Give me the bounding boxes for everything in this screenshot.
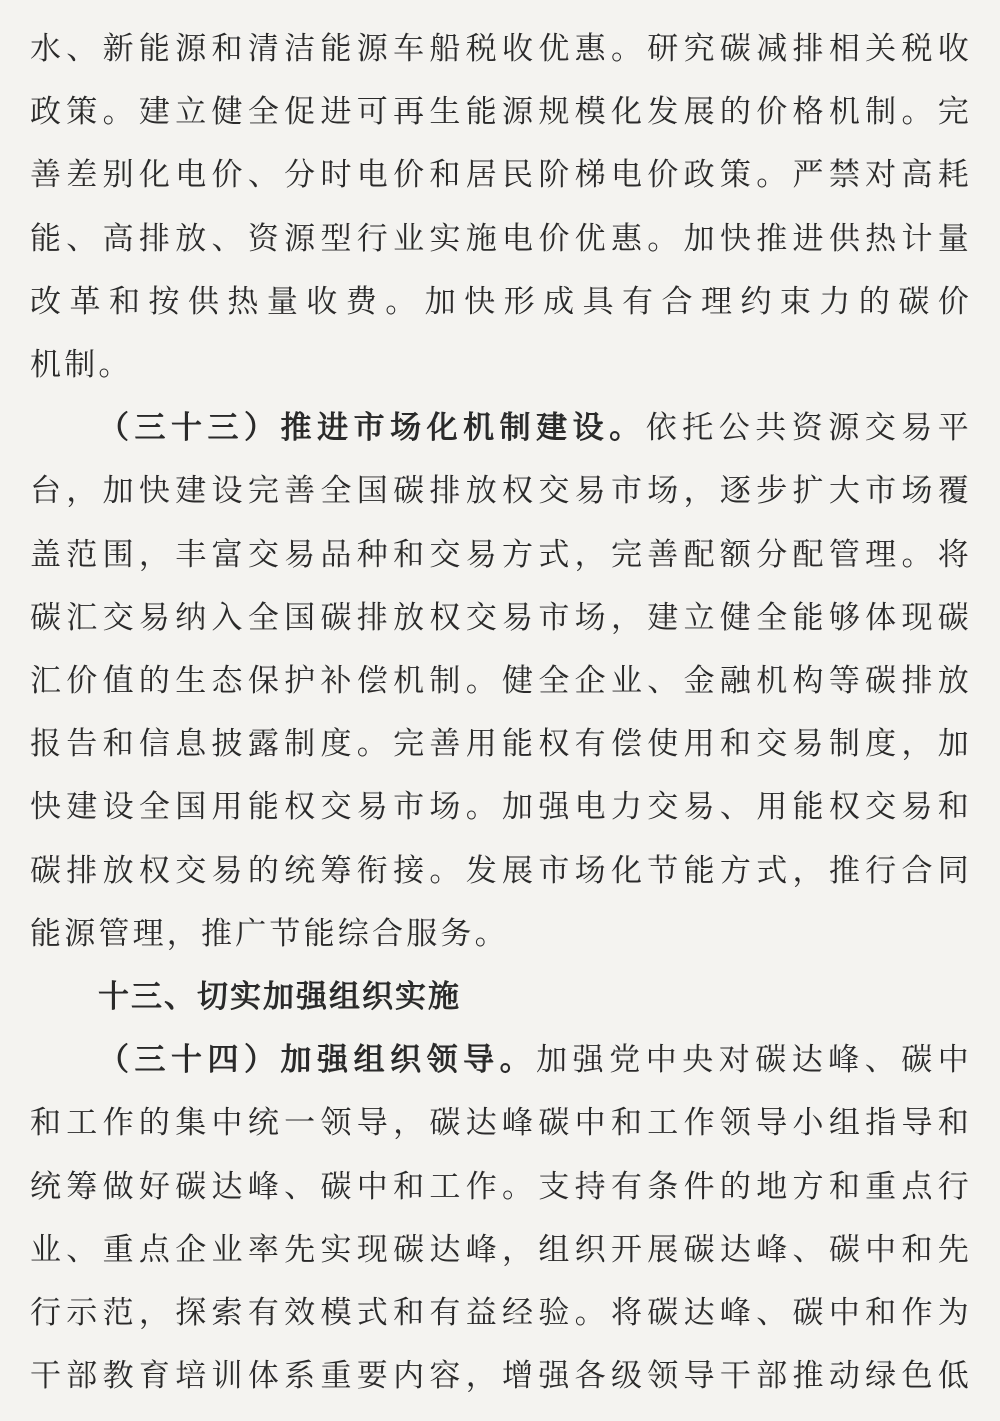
text-line: 干部教育培训体系重要内容，增强各级领导干部推动绿色低 [30, 1358, 972, 1395]
text-fragment: 加强党中央对碳达峰、碳中 [536, 1042, 972, 1079]
section-title: 十三、切实加强组织实施 [98, 979, 461, 1016]
text-line: 改革和按供热量收费。加快形成具有合理约束力的碳价 [30, 283, 972, 320]
text-line: 政策。建立健全促进可再生能源规模化发展的价格机制。完 [30, 94, 972, 131]
paragraph-heading: （三十三）推进市场化机制建设。 [98, 410, 646, 447]
text-line: 碳汇交易纳入全国碳排放权交易市场，建立健全能够体现碳 [30, 599, 972, 636]
text-line: 行示范，探索有效模式和有益经验。将碳达峰、碳中和作为 [30, 1295, 972, 1332]
text-line: 碳排放权交易的统筹衔接。发展市场化节能方式，推行合同 [30, 852, 972, 889]
text-line: 台，加快建设完善全国碳排放权交易市场，逐步扩大市场覆 [30, 473, 972, 510]
text-line: 水、新能源和清洁能源车船税收优惠。研究碳减排相关税收 [30, 31, 972, 67]
text-line: 盖范围，丰富交易品种和交易方式，完善配额分配管理。将 [30, 536, 972, 573]
paragraph-33-market-mechanism [30, 397, 972, 966]
text-fragment: 依托公共资源交易平 [645, 410, 972, 447]
text-line: 善差别化电价、分时电价和居民阶梯电价政策。严禁对高耗 [30, 157, 972, 194]
text-line [30, 397, 972, 460]
text-line: 统筹做好碳达峰、碳中和工作。支持有条件的地方和重点行 [30, 1168, 972, 1205]
text-line: 和工作的集中统一领导，碳达峰碳中和工作领导小组指导和 [30, 1105, 972, 1142]
text-line: 汇价值的生态保护补偿机制。健全企业、金融机构等碳排放 [30, 663, 972, 700]
paragraph-tax-pricing [30, 18, 972, 397]
text-line [30, 1029, 972, 1092]
paragraph-34-leadership [30, 1029, 972, 1408]
text-line: 能源管理，推广节能综合服务。 [30, 915, 509, 952]
text-line: 机制。 [30, 347, 133, 384]
text-line: 快建设全国用能权交易市场。加强电力交易、用能权交易和 [30, 789, 972, 826]
text-line: 报告和信息披露制度。完善用能权有偿使用和交易制度，加 [30, 726, 972, 763]
text-line: 业、重点企业率先实现碳达峰，组织开展碳达峰、碳中和先 [30, 1231, 972, 1268]
text-line: 能、高排放、资源型行业实施电价优惠。加快推进供热计量 [30, 220, 972, 257]
paragraph-heading: （三十四）加强组织领导。 [98, 1042, 537, 1079]
